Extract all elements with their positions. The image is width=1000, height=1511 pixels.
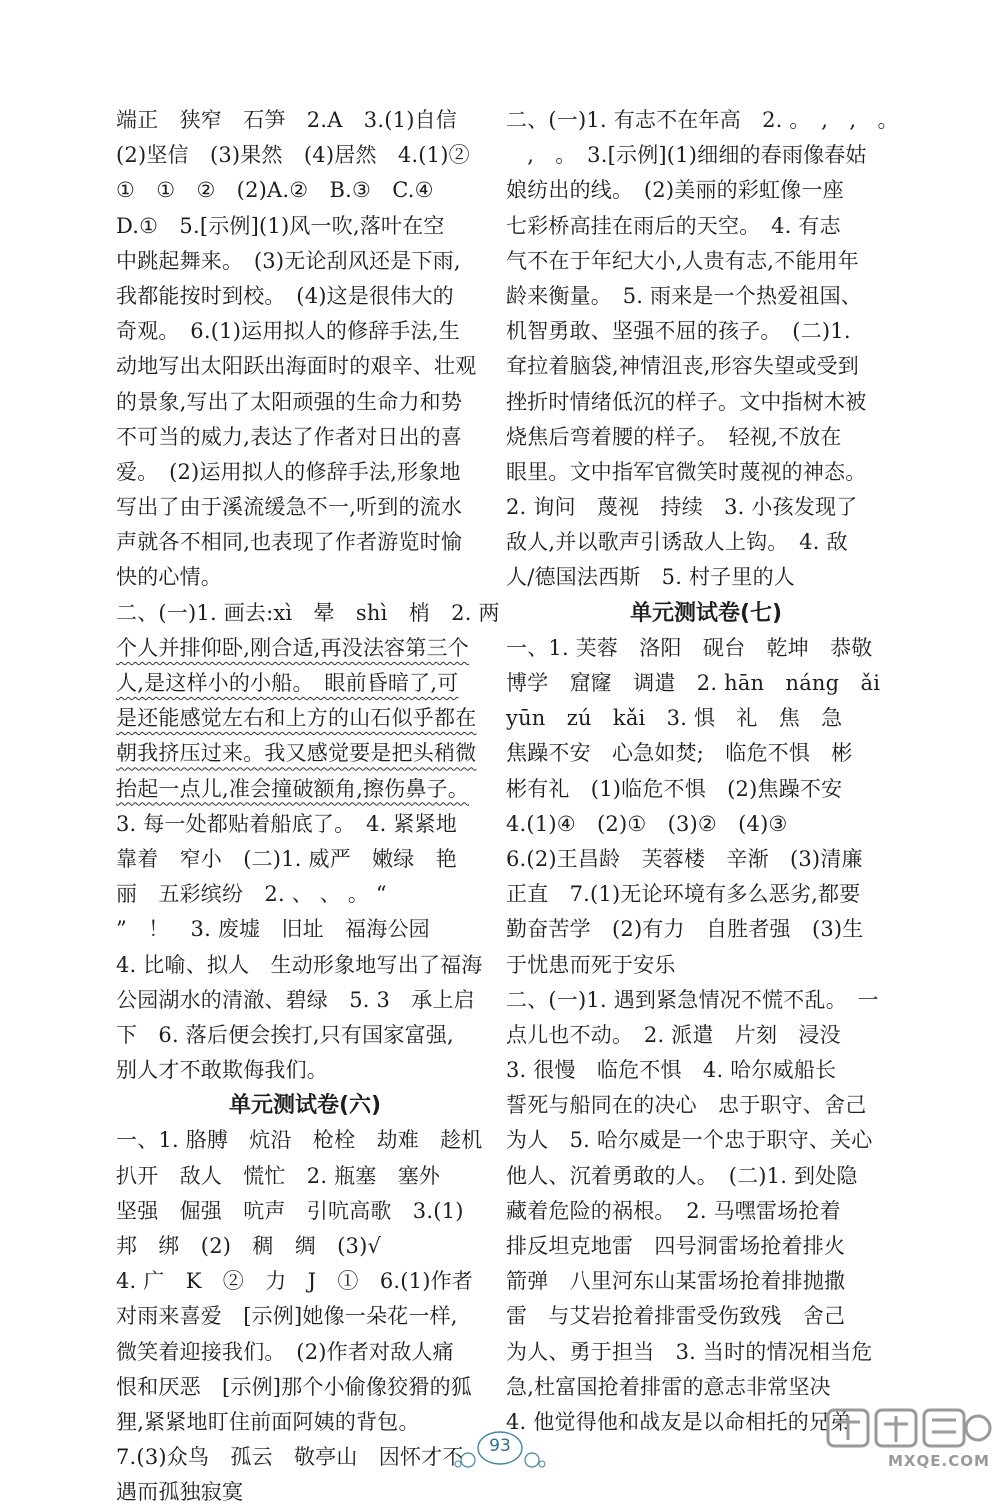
answer-line: 二、(一)1. 遇到紧急情况不慌不乱。 一 [506, 987, 879, 1012]
answer-line: 气不在于年纪大小,人贵有志,不能用年 [506, 248, 859, 273]
answer-line: 博学 窟窿 调遣 2. hān náng ǎi [506, 671, 881, 695]
answer-line: 3. 很慢 临危不惧 4. 哈尔威船长 [506, 1058, 837, 1083]
answer-line: 写出了由于溪流缓急不一,听到的流水 [116, 495, 463, 520]
answer-line: 对雨来喜爱 [示例]她像一朵花一样, [116, 1304, 458, 1329]
section-heading: 单元测试卷(七) [629, 600, 783, 626]
answer-line: 烧焦后弯着腰的样子。 轻视,不放在 [506, 424, 842, 449]
answer-line: 4. 广 K ② 力 J ① 6.(1)作者 [116, 1269, 473, 1294]
right-column [506, 103, 906, 1440]
answer-line: 敌人,并以歌声引诱敌人上钩。 4. 敌 [506, 530, 848, 555]
answer-line: 别人才不敢欺侮我们。 [116, 1058, 328, 1083]
answer-line [116, 736, 494, 771]
answer-line: 雷 与艾岩抢着排雷受伤致残 舍己 [506, 1304, 846, 1329]
answer-line: 公园湖水的清澈、碧绿 5. 3 承上启 [116, 987, 475, 1012]
answer-line: 4. 比喻、拟人 生动形象地写出了福海 [116, 952, 483, 977]
answer-line: 排反坦克地雷 四号洞雷场抢着排火 [506, 1234, 846, 1258]
answer-line: 七彩桥高挂在雨后的天空。 4. 有志 [506, 213, 841, 238]
watermark-site-text: MXQE.COM [888, 1452, 990, 1470]
answer-line: 一、1. 芙蓉 洛阳 砚台 乾坤 恭敬 [506, 635, 873, 660]
answer-line: 急,杜富国抢着排雷的意志非常坚决 [506, 1374, 831, 1399]
answer-line: 爱。 (2)运用拟人的修辞手法,形象地 [116, 459, 461, 484]
answer-line: 焦躁不安 心急如焚; 临危不惧 彬 [506, 741, 853, 766]
answer-line: 恨和厌恶 [示例]那个小偷像狡猾的狐 [116, 1374, 472, 1399]
answer-line: 狸,紧紧地盯住前面阿姨的背包。 [116, 1409, 420, 1434]
answer-line: 点儿也不动。 2. 派遣 片刻 浸没 [506, 1022, 841, 1047]
answer-line: 彬有礼 (1)临危不惧 (2)焦躁不安 [506, 776, 843, 801]
answer-line: 眼里。文中指军官微笑时蔑视的神态。 [506, 459, 867, 484]
answer-line: 不可当的威力,表达了作者对日出的喜 [116, 424, 463, 449]
answer-line: 丽 五彩缤纷 2. 、 、 。 “ [116, 882, 387, 907]
answer-line: 勤奋苦学 (2)有力 自胜者强 (3)生 [506, 917, 864, 942]
answer-line: ① ① ② (2)A.② B.③ C.④ [116, 178, 434, 203]
wavy-underlined-text: 人,是这样小的小船。 眼前昏暗了,可 [116, 671, 459, 695]
answer-line: 微笑着迎接我们。 (2)作者对敌人痛 [116, 1339, 454, 1364]
answer-line: 奇观。 6.(1)运用拟人的修辞手法,生 [116, 319, 460, 344]
answer-line [116, 666, 494, 701]
answer-line: 2. 询问 蔑视 持续 3. 小孩发现了 [506, 495, 858, 520]
wavy-underlined-text: 是还能感觉左右和上方的山石似乎都在 [116, 706, 477, 731]
answer-line: 下 6. 落后便会挨打,只有国家富强, [116, 1022, 454, 1047]
answer-line: 一、1. 胳膊 炕沿 枪栓 劫难 趁机 [116, 1128, 483, 1153]
answer-line: 的景象,写出了太阳顽强的生命力和势 [116, 389, 463, 414]
answer-line: 人/德国法西斯 5. 村子里的人 [506, 565, 795, 590]
answer-line: 邦 绑 (2) 稠 绸 (3)√ [116, 1234, 382, 1258]
answer-line: 4.(1)④ (2)① (3)② (4)③ [506, 811, 788, 836]
answer-line: 藏着危险的祸根。 2. 马嘿雷场抢着 [506, 1198, 841, 1223]
wavy-underlined-text: 个人并排仰卧,刚合适,再没法容第三个 [116, 635, 469, 660]
answer-line: 机智勇敢、坚强不屈的孩子。 (二)1. [506, 319, 851, 344]
answer-line: 耷拉着脑袋,神情沮丧,形容失望或受到 [506, 354, 859, 379]
answer-line: 中跳起舞来。 (3)无论刮风还是下雨, [116, 248, 461, 273]
answer-line: 二、(一)1. 画去:xì 晕 shì 梢 2. 两 [116, 600, 500, 625]
answer-line: 端正 狭窄 石笋 2.A 3.(1)自信 [116, 108, 457, 132]
answer-line: 挫折时情绪低沉的样子。文中指树木被 [506, 389, 867, 414]
answer-line: (2)坚信 (3)果然 (4)居然 4.(1)② [116, 143, 470, 168]
answer-line: 为人、勇于担当 3. 当时的情况相当危 [506, 1339, 873, 1364]
answer-line: 龄来衡量。 5. 雨来是一个热爱祖国、 [506, 283, 863, 308]
page-number-text: 93 [489, 1436, 511, 1456]
answer-line: 于忧患而死于安乐 [506, 952, 676, 977]
answer-line: 遇而孤独寂寞 [116, 1480, 244, 1505]
answer-line: 声就各不相同,也表现了作者游览时愉 [116, 530, 463, 555]
answer-line: 箭弹 八里河东山某雷场抢着排抛撒 [506, 1269, 846, 1294]
page-number [452, 1430, 548, 1470]
answer-line: 誓死与船同在的决心 忠于职守、舍己 [506, 1093, 867, 1118]
answer-line: 他人、沉着勇敢的人。 (二)1. 到处隐 [506, 1163, 858, 1188]
answer-line: 6.(2)王昌龄 芙蓉楼 辛渐 (3)清廉 [506, 846, 863, 871]
watermark [818, 1402, 994, 1474]
answer-line [116, 631, 494, 666]
answer-line: 扒开 敌人 慌忙 2. 瓶塞 塞外 [116, 1163, 441, 1188]
answer-line: , 。 3.[示例](1)细细的春雨像春姑 [506, 143, 867, 168]
section-heading: 单元测试卷(六) [228, 1093, 382, 1119]
answer-line [116, 701, 494, 736]
wavy-underlined-text: 朝我挤压过来。我又感觉要是把头稍微 [116, 741, 477, 766]
answer-line: 正直 7.(1)无论环境有多么恶劣,都要 [506, 882, 861, 907]
answer-line [116, 772, 494, 807]
answer-line: ” ！ 3. 废墟 旧址 福海公园 [116, 917, 430, 942]
answer-line: 我都能按时到校。 (4)这是很伟大的 [116, 283, 454, 308]
answer-line: D.① 5.[示例](1)风一吹,落叶在空 [116, 213, 445, 238]
answer-line: 动地写出太阳跃出海面时的艰辛、壮观 [116, 354, 477, 379]
answer-line: 靠着 窄小 (二)1. 威严 嫩绿 艳 [116, 846, 457, 871]
answer-line: 3. 每一处都贴着船底了。 4. 紧紧地 [116, 811, 457, 836]
answer-line: 快的心情。 [116, 565, 222, 590]
answer-line: 坚强 倔强 吭声 引吭高歌 3.(1) [116, 1198, 464, 1223]
wavy-underlined-text: 抬起一点儿,准会撞破额角,擦伤鼻子。 [116, 776, 469, 801]
answer-line: 7.(3)众鸟 孤云 敬亭山 因怀才不 [116, 1445, 464, 1470]
answer-line: 为人 5. 哈尔威是一个忠于职守、关心 [506, 1128, 873, 1153]
answer-line: yūn zú kǎi 3. 惧 礼 焦 急 [506, 706, 843, 731]
answer-line: 4. 他觉得他和战友是以命相托的兄弟 [506, 1409, 852, 1434]
answer-line: 娘纺出的线。 (2)美丽的彩虹像一座 [506, 178, 844, 203]
answer-line: 二、(一)1. 有志不在年高 2. 。 , , 。 [506, 108, 899, 132]
